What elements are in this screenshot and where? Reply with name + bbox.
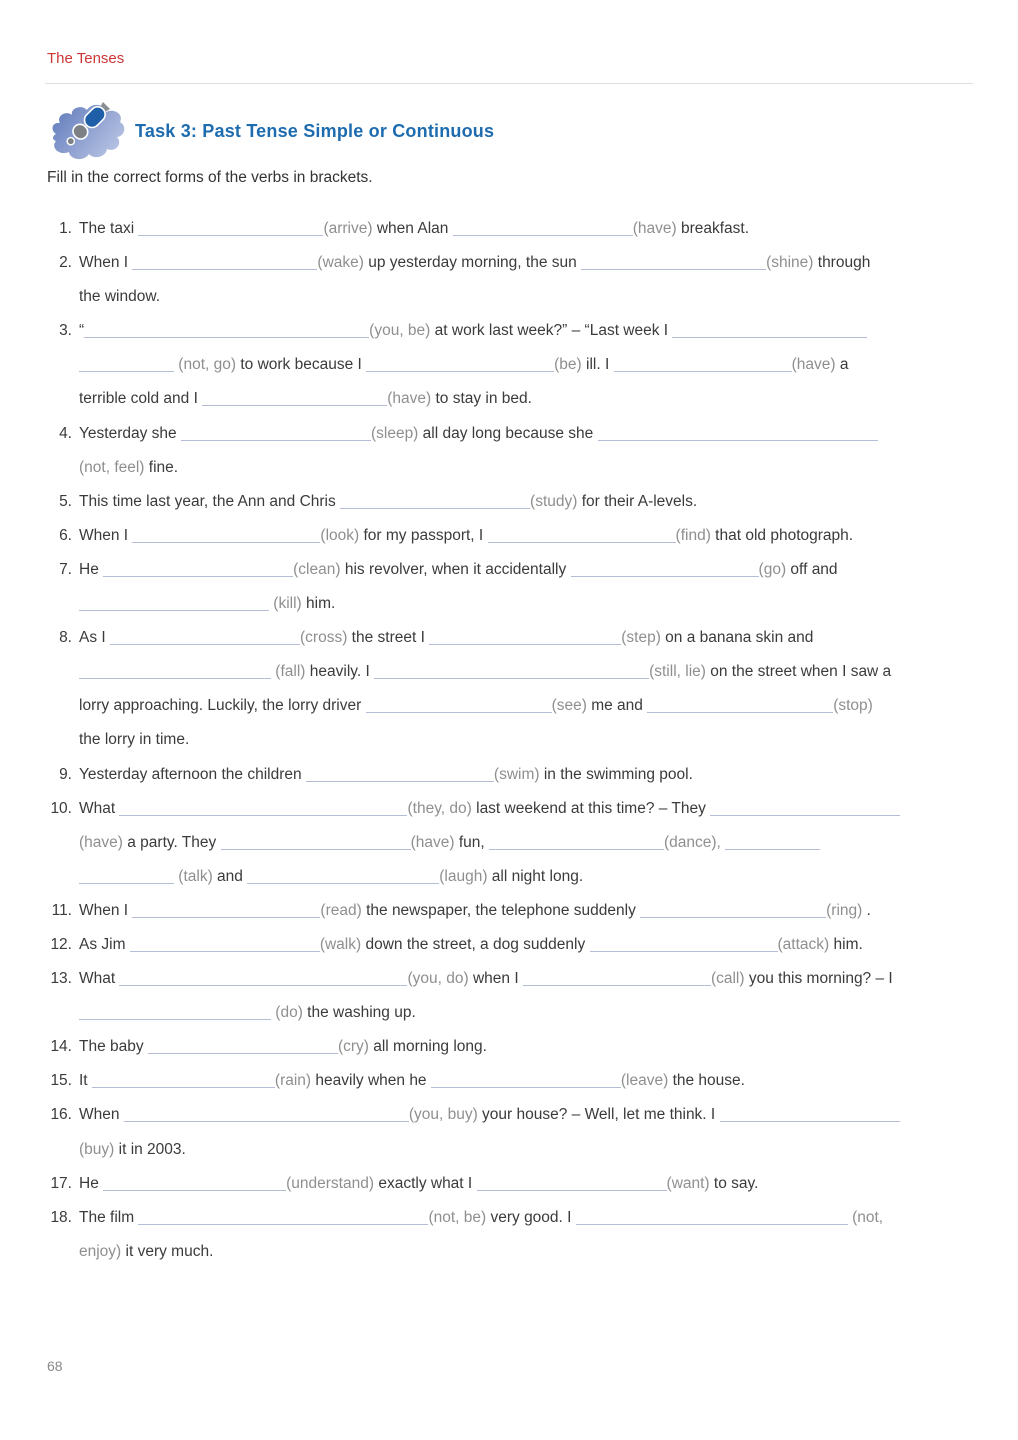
fill-in-blank[interactable] — [132, 257, 317, 270]
sentence-text: his revolver, when it accidentally — [340, 560, 571, 578]
sentence-text: to say. — [709, 1174, 759, 1192]
exercise-line — [0, 860, 1018, 894]
item-number: 18. — [50, 1208, 72, 1226]
exercise-line — [0, 655, 1018, 689]
item-number: 3. — [59, 322, 72, 340]
fill-in-blank[interactable] — [453, 223, 633, 236]
sentence-text: What — [79, 799, 120, 817]
exercise-line — [0, 314, 1018, 348]
fill-in-blank[interactable] — [523, 973, 711, 986]
verb-hint: (not, be) — [428, 1208, 487, 1226]
sentence-text: a party. They — [122, 833, 221, 851]
verb-hint: (look) — [320, 526, 360, 544]
exercise-line — [0, 962, 1018, 996]
sentence-text: it in 2003. — [114, 1140, 186, 1158]
fill-in-blank[interactable] — [148, 1041, 338, 1054]
page-number: 68 — [47, 1358, 63, 1374]
sentence-text: breakfast. — [676, 220, 750, 237]
fill-in-blank[interactable] — [576, 1212, 848, 1225]
exercise-line — [0, 485, 1018, 519]
verb-hint: (be) — [554, 356, 582, 374]
exercise-line — [0, 246, 1018, 280]
item-number: 8. — [59, 629, 72, 647]
verb-hint: (have) — [791, 356, 836, 374]
verb-hint: (find) — [675, 526, 711, 544]
header-divider — [45, 83, 973, 84]
item-number: 11. — [51, 901, 72, 919]
fill-in-blank[interactable] — [614, 359, 792, 372]
exercise-line — [0, 382, 1018, 416]
sentence-text: all night long. — [487, 867, 584, 885]
sentence-text: the window. — [79, 288, 160, 306]
verb-hint: (not, feel) — [79, 458, 145, 476]
sentence-text: It — [79, 1072, 92, 1090]
sentence-text: at work last week?” – “Last week I — [430, 322, 673, 340]
fill-in-blank[interactable] — [340, 496, 530, 509]
verb-hint: (have) — [410, 833, 455, 851]
sentence-text: on the street when I saw a — [705, 663, 892, 681]
verb-hint: (talk) — [174, 867, 213, 885]
exercise-line — [0, 689, 1018, 723]
verb-hint: (see) — [551, 697, 587, 715]
sentence-text: This time last year, the Ann and Chris — [79, 492, 341, 510]
fill-in-blank[interactable] — [366, 359, 554, 372]
item-number: 7. — [59, 560, 72, 578]
sentence-text: the lorry in time. — [79, 731, 190, 749]
exercise-line — [0, 553, 1018, 587]
verb-hint: (shine) — [766, 254, 814, 272]
sentence-text: down the street, a dog suddenly — [361, 935, 590, 953]
verb-hint: (want) — [666, 1174, 710, 1192]
fill-in-blank[interactable] — [221, 837, 411, 850]
task-title: Task 3: Past Tense Simple or Continuous — [135, 121, 495, 141]
fill-in-blank[interactable] — [79, 666, 271, 679]
task-instruction: Fill in the correct forms of the verbs in brackets. — [47, 169, 373, 186]
verb-hint: (ring) — [826, 901, 863, 919]
fill-in-blank[interactable] — [132, 905, 320, 918]
verb-hint: (have) — [79, 833, 123, 851]
sentence-text: Yesterday she — [79, 424, 181, 442]
sentence-text: him. — [829, 935, 863, 953]
sentence-text: When I — [79, 526, 133, 544]
sentence-text: me and — [586, 697, 648, 715]
item-number: 5. — [59, 492, 72, 510]
exercise-line — [0, 996, 1018, 1030]
item-number: 4. — [59, 424, 72, 442]
sentence-text: when Alan — [372, 220, 453, 237]
exercise-line — [0, 1201, 1018, 1235]
sentence-text: He — [79, 560, 104, 578]
sentence-text: He — [79, 1174, 104, 1192]
sentence-text: for my passport, I — [359, 526, 488, 544]
sentence-text: to stay in bed. — [431, 390, 532, 408]
fill-in-blank[interactable] — [647, 700, 833, 713]
verb-hint: (laugh) — [439, 867, 488, 885]
item-number: 1. — [59, 220, 72, 237]
sentence-text: When — [79, 1106, 124, 1124]
verb-hint: (not, go) — [174, 356, 237, 374]
fill-in-blank[interactable] — [124, 1109, 409, 1122]
verb-hint: (fall) — [271, 663, 306, 681]
fill-in-blank[interactable] — [672, 325, 867, 338]
exercise-line — [0, 212, 1018, 246]
item-number: 13. — [50, 970, 72, 988]
sentence-text: terrible cold and I — [79, 390, 203, 408]
verb-hint: (leave) — [620, 1072, 669, 1090]
exercise-line — [0, 928, 1018, 962]
verb-hint: (still, lie) — [649, 663, 706, 681]
fill-in-blank[interactable] — [247, 871, 439, 884]
sentence-text: the street I — [347, 629, 430, 647]
verb-hint: (have) — [387, 390, 432, 408]
sentence-text: last weekend at this time? – They — [471, 799, 711, 817]
sentence-text: fun, — [454, 833, 489, 851]
exercise-line — [0, 621, 1018, 655]
sentence-text: Yesterday afternoon the children — [79, 765, 306, 783]
verb-hint: (walk) — [319, 935, 362, 953]
sentence-text: your house? – Well, let me think. I — [477, 1106, 720, 1124]
item-number: 12. — [50, 935, 72, 953]
verb-hint: (rain) — [274, 1072, 312, 1090]
verb-hint: (step) — [621, 629, 661, 647]
sentence-text: it very much. — [121, 1242, 214, 1260]
fill-in-blank[interactable] — [590, 939, 778, 952]
item-number: 15. — [50, 1072, 72, 1090]
sentence-text: a — [835, 356, 849, 374]
fill-in-blank[interactable] — [138, 1212, 428, 1225]
verb-hint: (cry) — [337, 1038, 369, 1056]
sentence-text: him. — [301, 595, 336, 613]
verb-hint: (study) — [530, 492, 578, 510]
sentence-text: The baby — [79, 1038, 148, 1056]
sentence-text: and — [212, 867, 248, 885]
verb-hint: (kill) — [269, 595, 302, 613]
verb-hint: (read) — [320, 901, 362, 919]
sentence-text: in the swimming pool. — [539, 765, 693, 783]
sentence-text: you this morning? – I — [744, 970, 893, 988]
sentence-text: up yesterday morning, the sun — [363, 254, 582, 272]
fill-in-blank[interactable] — [103, 1178, 286, 1191]
verb-hint: (call) — [710, 970, 745, 988]
fill-in-blank[interactable] — [132, 530, 320, 543]
fill-in-blank[interactable] — [306, 769, 494, 782]
sentence-text: very good. I — [486, 1208, 576, 1226]
exercise-line — [0, 519, 1018, 553]
verb-hint: enjoy) — [79, 1242, 122, 1260]
fill-in-blank[interactable] — [598, 428, 878, 441]
fill-in-blank[interactable] — [130, 939, 320, 952]
verb-hint: (cross) — [300, 629, 348, 647]
fill-in-blank[interactable] — [710, 803, 900, 816]
verb-hint: (wake) — [317, 254, 364, 272]
sentence-text: that old photograph. — [710, 526, 854, 544]
fill-in-blank[interactable] — [79, 598, 269, 611]
fill-in-blank[interactable] — [119, 973, 407, 986]
exercise-line — [0, 826, 1018, 860]
sentence-text: As Jim — [79, 935, 130, 953]
fill-in-blank[interactable] — [84, 325, 369, 338]
item-number: 9. — [59, 765, 72, 783]
exercise-line — [0, 280, 1018, 314]
verb-hint: (clean) — [293, 560, 341, 578]
fill-in-blank[interactable] — [366, 700, 552, 713]
breadcrumb: The Tenses — [47, 50, 125, 67]
fill-in-blank[interactable] — [640, 905, 826, 918]
fill-in-blank[interactable] — [202, 393, 387, 406]
sentence-text: When I — [79, 254, 133, 272]
pen-splash-icon — [48, 96, 126, 166]
fill-in-blank[interactable] — [477, 1178, 667, 1191]
exercise-line — [0, 792, 1018, 826]
sentence-text: heavily. I — [305, 663, 375, 681]
item-number: 6. — [59, 526, 72, 544]
fill-in-blank[interactable] — [429, 632, 621, 645]
exercise-line — [0, 1098, 1018, 1132]
verb-hint: (you, do) — [407, 970, 469, 988]
sentence-text: heavily when he — [311, 1072, 431, 1090]
verb-hint: (you, buy) — [408, 1106, 478, 1124]
exercise-line — [0, 417, 1018, 451]
exercise-line — [0, 894, 1018, 928]
sentence-text: all morning long. — [368, 1038, 487, 1056]
sentence-text: lorry approaching. Luckily, the lorry driver — [79, 697, 366, 715]
verb-hint: (understand) — [286, 1174, 375, 1192]
sentence-text: The taxi — [79, 220, 139, 237]
fill-in-blank[interactable] — [374, 666, 649, 679]
fill-in-blank[interactable] — [431, 1075, 621, 1088]
verb-hint: (have) — [632, 220, 677, 237]
sentence-text: the newspaper, the telephone suddenly — [361, 901, 641, 919]
sentence-text: When I — [79, 901, 133, 919]
sentence-text: for their A-levels. — [577, 492, 698, 510]
sentence-text: . — [862, 901, 871, 919]
sentence-text: What — [79, 970, 120, 988]
fill-in-blank[interactable] — [138, 223, 323, 236]
fill-in-blank[interactable] — [720, 1109, 900, 1122]
fill-in-blank[interactable] — [103, 564, 293, 577]
fill-in-blank[interactable] — [92, 1075, 275, 1088]
exercise-line — [0, 1030, 1018, 1064]
sentence-text: the house. — [668, 1072, 745, 1090]
exercise-list — [0, 212, 1018, 1269]
verb-hint: (do) — [271, 1004, 303, 1022]
exercise-line — [0, 1133, 1018, 1167]
sentence-text: exactly what I — [374, 1174, 477, 1192]
sentence-text: when I — [468, 970, 523, 988]
sentence-text: to work because I — [236, 356, 367, 374]
item-number: 10. — [50, 799, 72, 817]
sentence-text: “ — [79, 322, 85, 340]
item-number: 17. — [50, 1174, 72, 1192]
exercise-line — [0, 587, 1018, 621]
sentence-text: the washing up. — [302, 1004, 416, 1022]
verb-hint: (sleep) — [370, 424, 419, 442]
item-number: 16. — [50, 1106, 72, 1124]
fill-in-blank[interactable] — [79, 359, 174, 372]
verb-hint: (you, be) — [369, 322, 431, 340]
verb-hint: (go) — [758, 560, 787, 578]
sentence-text: all day long because she — [418, 424, 598, 442]
sentence-text: off and — [786, 560, 838, 578]
verb-hint: (dance), — [663, 833, 721, 851]
fill-in-blank[interactable] — [581, 257, 766, 270]
sentence-text: through — [813, 254, 871, 272]
verb-hint: (buy) — [79, 1140, 115, 1158]
sentence-text: As I — [79, 629, 111, 647]
fill-in-blank[interactable] — [79, 871, 174, 884]
exercise-line — [0, 723, 1018, 757]
verb-hint: (arrive) — [323, 220, 373, 237]
fill-in-blank[interactable] — [110, 632, 300, 645]
fill-in-blank[interactable] — [571, 564, 759, 577]
item-number: 2. — [59, 254, 72, 272]
exercise-line — [0, 1235, 1018, 1269]
exercise-line — [0, 451, 1018, 485]
fill-in-blank[interactable] — [488, 530, 676, 543]
exercise-line — [0, 758, 1018, 792]
item-number: 14. — [50, 1038, 72, 1056]
sentence-text: fine. — [144, 458, 179, 476]
fill-in-blank[interactable] — [489, 837, 664, 850]
fill-in-blank[interactable] — [79, 1007, 271, 1020]
verb-hint: (swim) — [493, 765, 540, 783]
sentence-text: on a banana skin and — [660, 629, 814, 647]
fill-in-blank[interactable] — [181, 428, 371, 441]
sentence-text: ill. I — [581, 356, 614, 374]
sentence-text: The film — [79, 1208, 139, 1226]
exercise-line — [0, 1064, 1018, 1098]
exercise-line — [0, 1167, 1018, 1201]
verb-hint: (they, do) — [407, 799, 472, 817]
verb-hint: (not, — [847, 1208, 884, 1226]
verb-hint: (attack) — [777, 935, 830, 953]
fill-in-blank[interactable] — [725, 837, 820, 850]
exercise-line — [0, 348, 1018, 382]
fill-in-blank[interactable] — [119, 803, 407, 816]
verb-hint: (stop) — [833, 697, 873, 715]
